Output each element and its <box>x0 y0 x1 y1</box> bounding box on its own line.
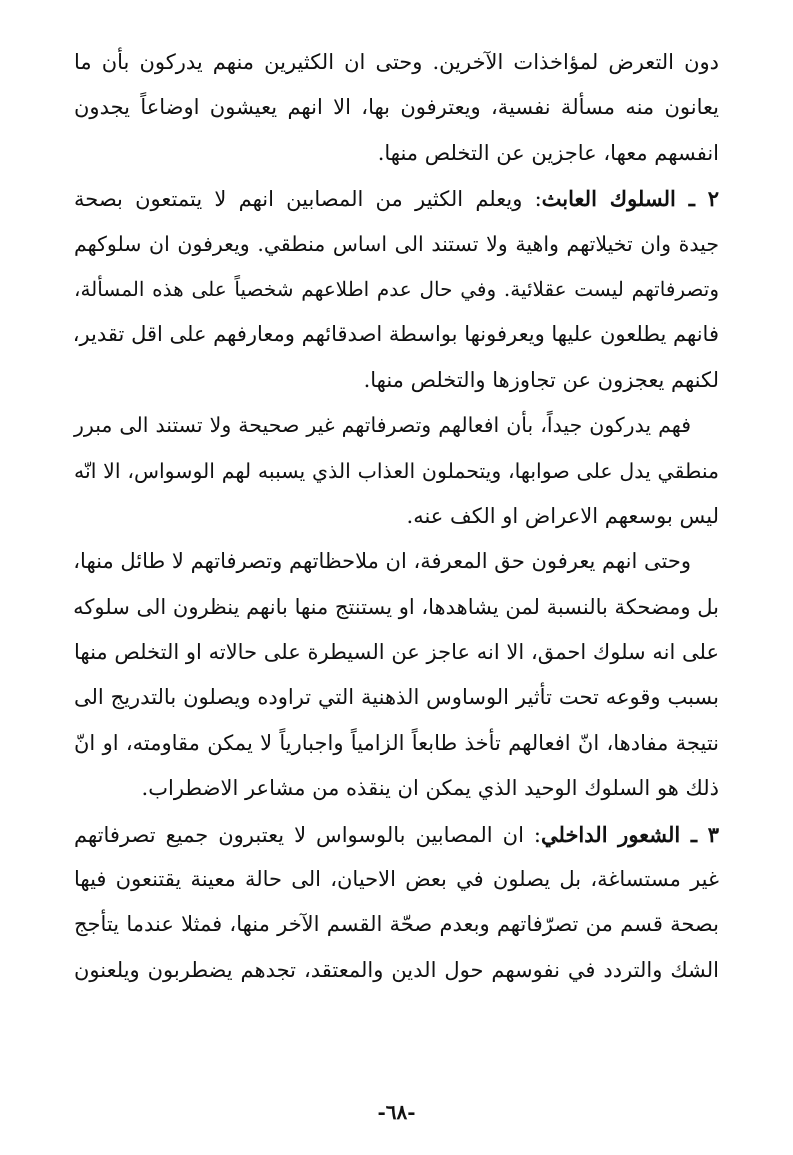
text-line: فانهم يطلعون عليها ويعرفونها بواسطة اصدقائهم ومعارفهم على اقل تقدير، <box>72 322 719 347</box>
section-2-first-line <box>74 176 719 221</box>
text-line: وتصرفاتهم ليست عقلائية. وفي حال عدم اطلاعهم شخصياً على هذه المسألة، <box>74 276 719 301</box>
page-number: -٦٨- <box>377 1100 416 1124</box>
text-line: لكنهم يعجزون عن تجاوزها والتخلص منها. <box>363 367 719 392</box>
text-line: بسبب وقوعه تحت تأثير الوساوس الذهنية التي تراوده ويصلون بالتدريج الى <box>74 685 719 710</box>
text-line: الشك والتردد في نفوسهم حول الدين والمعتقد، تجدهم يضطربون ويلعنون <box>74 957 719 982</box>
text-line: ذلك هو السلوك الوحيد الذي يمكن ان ينقذه من مشاعر الاضطراب. <box>141 776 719 801</box>
text-line: يعانون منه مسألة نفسية، ويعترفون بها، الا انهم يعيشون اوضاعاً يجدون <box>74 95 719 120</box>
text-line: بل ومضحكة بالنسبة لمن يشاهدها، او يستنتج منها بانهم ينظرون الى سلوكه <box>73 594 719 619</box>
body-text <box>74 40 719 993</box>
section-3-heading: ٣ ـ الشعور الداخلي <box>541 821 720 847</box>
text-line: دون التعرض لمؤاخذات الآخرين. وحتى ان الكثيرين منهم يدركون بأن ما <box>74 50 719 74</box>
text-line: على انه سلوك احمق، الا انه عاجز عن السيطرة على حالاته او التخلص منها <box>74 640 719 665</box>
section-2-first-line-text: : ويعلم الكثير من المصابين انهم لا يتمتعون بصحة <box>74 187 542 212</box>
text-line: بصحة قسم من تصرّفاتهم وبعدم صحّة القسم الآخر منها، فمثلا عندما يتأجج <box>74 912 719 937</box>
section-2-heading: ٢ ـ السلوك العابث <box>541 186 719 212</box>
text-line: منطقي يدل على صوابها، ويتحملون العذاب الذي يسببه لهم الوسواس، الا انّه <box>74 458 719 483</box>
text-line: وحتى انهم يعرفون حق المعرفة، ان ملاحظاتهم وتصرفاتهم لا طائل منها، <box>73 549 691 574</box>
section-3-first-line <box>74 812 719 857</box>
text-line: غير مستساغة، بل يصلون في بعض الاحيان، الى حالة معينة يقتنعون فيها <box>74 867 719 892</box>
text-line: انفسهم معها، عاجزين عن التخلص منها. <box>377 140 719 165</box>
section-3-first-line-text: : ان المصابين بالوسواس لا يعتبرون جميع تصرفاتهم <box>74 822 541 847</box>
text-line: جيدة وان تخيلاتهم واهية ولا تستند الى اساس منطقي. ويعرفون ان سلوكهم <box>74 231 719 256</box>
text-line: ليس بوسعهم الاعراض او الكف عنه. <box>406 503 719 528</box>
text-line: نتيجة مفادها، انّ افعالهم تأخذ طابعاً الزامياً واجبارياً لا يمكن مقاومته، او انّ <box>74 730 719 755</box>
text-line: فهم يدركون جيداً، بأن افعالهم وتصرفاتهم غير صحيحة ولا تستند الى مبرر <box>74 413 691 438</box>
